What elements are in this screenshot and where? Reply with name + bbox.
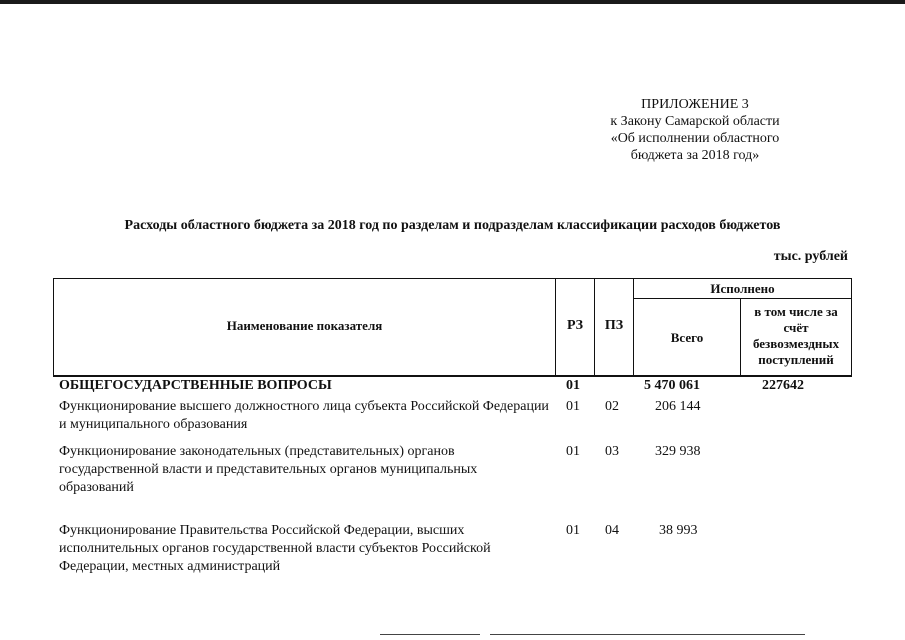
header-pz: ПЗ (604, 318, 624, 333)
row-total: 5 470 061 (644, 378, 700, 393)
appendix-header (590, 96, 800, 164)
row-pz: 02 (605, 399, 619, 414)
appendix-line: «Об исполнении областного (610, 131, 780, 146)
row-rz: 01 (566, 523, 580, 538)
document-title: Расходы областного бюджета за 2018 год по разделам и подразделам классификации расходов бюджетов (124, 218, 781, 233)
top-border (0, 0, 905, 4)
row-rz: 01 (566, 399, 580, 414)
column-divider (740, 298, 741, 376)
appendix-line: ПРИЛОЖЕНИЕ 3 (641, 97, 749, 112)
scan-edge-line (380, 634, 480, 635)
executed-divider (633, 298, 852, 299)
row-gratuitous: 227642 (762, 378, 804, 393)
units-label: тыс. рублей (773, 249, 848, 264)
table-top-border (53, 278, 852, 279)
row-total: 38 993 (659, 523, 698, 538)
row-pz: 04 (605, 523, 619, 538)
appendix-line: бюджета за 2018 год» (630, 148, 760, 163)
table-right-border (851, 278, 852, 376)
scan-edge-line (490, 634, 805, 635)
header-total: Всего (670, 330, 704, 345)
row-rz: 01 (566, 378, 580, 393)
row-total: 206 144 (655, 399, 701, 414)
row-name: ОБЩЕГОСУДАРСТВЕННЫЕ ВОПРОСЫ (59, 378, 332, 393)
row-pz: 03 (605, 444, 619, 459)
row-total: 329 938 (655, 444, 701, 459)
row-name: Функционирование Правительства Российской Федерации, высших исполнительных органов государственной власти субъектов Российской Федерации, местных администраций (59, 523, 491, 574)
row-name: Функционирование высшего должностного лица субъекта Российской Федерации и муниципального образования (59, 399, 549, 432)
header-name: Наименование показателя (226, 318, 383, 333)
row-name: Функционирование законодательных (представительных) органов государственной власти и представительных органов муниципальных образований (59, 444, 478, 495)
appendix-line: к Закону Самарской области (610, 114, 780, 129)
row-rz: 01 (566, 444, 580, 459)
header-executed: Исполнено (710, 281, 775, 296)
header-gratuitous: в том числе за счёт безвозмездных поступлений (752, 304, 840, 367)
header-rz: РЗ (566, 318, 584, 333)
